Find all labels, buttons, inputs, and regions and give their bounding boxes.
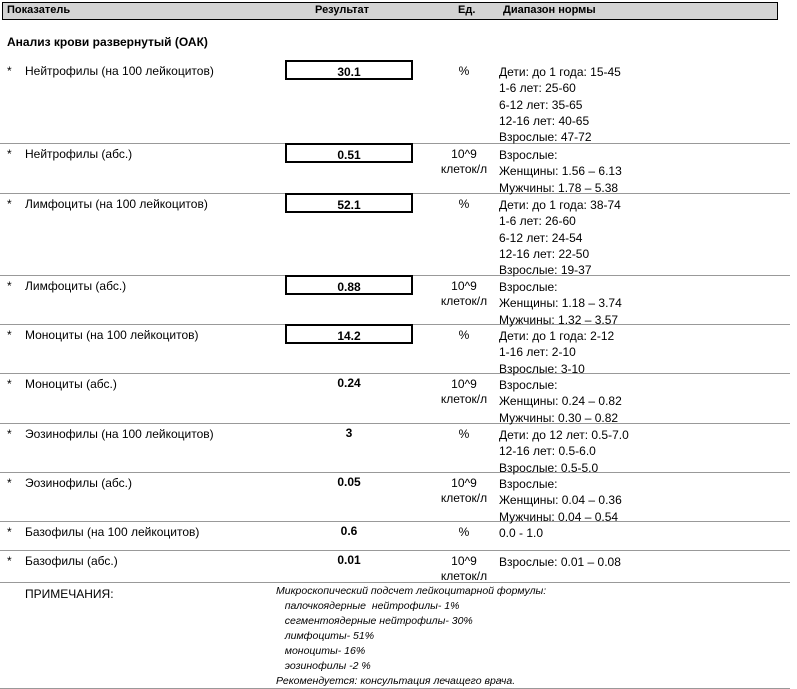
table-row <box>0 423 790 473</box>
notes-block <box>276 584 546 689</box>
range-line: 6-12 лет: 24-54 <box>499 230 583 245</box>
result-value: 0.05 <box>337 475 361 489</box>
unit-label: % <box>458 525 470 539</box>
result-value: 0.51 <box>285 143 413 163</box>
indicator-name: Базофилы (абс.) <box>25 554 118 568</box>
required-marker: * <box>7 197 12 211</box>
reference-range <box>499 476 622 525</box>
table-row <box>0 373 790 424</box>
result-value: 0.88 <box>285 275 413 295</box>
range-line: Женщины: 1.56 – 6.13 <box>499 164 622 179</box>
range-line: 1-6 лет: 25-60 <box>499 81 576 96</box>
range-line: Взрослые: 47-72 <box>499 130 592 145</box>
unit-label: 10^9 клеток/л <box>440 147 488 176</box>
indicator-name: Нейтрофилы (на 100 лейкоцитов) <box>25 64 214 78</box>
range-line: Дети: до 12 лет: 0.5-7.0 <box>499 428 629 442</box>
range-line: Взрослые: <box>499 148 558 162</box>
unit-label: % <box>458 64 470 78</box>
range-line: Взрослые: 19-37 <box>499 263 592 278</box>
reference-range <box>499 279 622 328</box>
reference-range <box>499 147 622 196</box>
range-line: 6-12 лет: 35-65 <box>499 97 583 112</box>
range-line: 12-16 лет: 0.5-6.0 <box>499 444 596 459</box>
indicator-name: Базофилы (на 100 лейкоцитов) <box>25 525 200 539</box>
reference-range <box>499 525 543 541</box>
required-marker: * <box>7 328 12 342</box>
result-value: 30.1 <box>285 60 413 80</box>
indicator-name: Моноциты (на 100 лейкоцитов) <box>25 328 199 342</box>
section-title: Анализ крови развернутый (ОАК) <box>7 35 208 49</box>
note-line: Рекомендуется: консультация лечащего врача. <box>276 675 516 687</box>
indicator-name: Эозинофилы (на 100 лейкоцитов) <box>25 427 214 441</box>
result-value: 0.01 <box>337 553 361 567</box>
required-marker: * <box>7 279 12 293</box>
unit-label: % <box>458 427 470 441</box>
table-row <box>0 193 790 276</box>
range-line: Взрослые: <box>499 477 558 491</box>
note-line: эозинофилы -2 % <box>276 660 371 672</box>
range-line: 12-16 лет: 22-50 <box>499 246 590 261</box>
range-line: Взрослые: 3-10 <box>499 361 585 376</box>
reference-range <box>499 64 621 145</box>
note-line: Микроскопический подсчет лейкоцитарной формулы: <box>276 585 547 597</box>
range-line: Мужчины: 1.32 – 3.57 <box>499 312 619 327</box>
range-line: Дети: до 1 года: 15-45 <box>499 65 621 79</box>
range-line: 12-16 лет: 40-65 <box>499 113 590 128</box>
range-line: Женщины: 0.04 – 0.36 <box>499 493 622 508</box>
required-marker: * <box>7 64 12 78</box>
table-row <box>0 324 790 374</box>
unit-label: 10^9 клеток/л <box>440 476 488 505</box>
range-line: 0.0 - 1.0 <box>499 526 544 540</box>
indicator-name: Моноциты (абс.) <box>25 377 117 391</box>
result-value: 0.24 <box>337 376 361 390</box>
range-line: Мужчины: 0.04 – 0.54 <box>499 509 619 524</box>
result-value: 0.6 <box>340 524 358 538</box>
range-line: Взрослые: 0.01 – 0.08 <box>499 555 621 569</box>
required-marker: * <box>7 427 12 441</box>
table-row <box>0 472 790 522</box>
header-indicator: Показатель <box>7 4 71 16</box>
indicator-name: Лимфоциты (на 100 лейкоцитов) <box>25 197 208 211</box>
indicator-name: Эозинофилы (абс.) <box>25 476 132 490</box>
result-value: 14.2 <box>285 324 413 344</box>
range-line: Женщины: 0.24 – 0.82 <box>499 394 622 409</box>
note-line: моноциты- 16% <box>276 645 366 657</box>
required-marker: * <box>7 476 12 490</box>
range-line: 1-6 лет: 26-60 <box>499 214 576 229</box>
range-line: Мужчины: 0.30 – 0.82 <box>499 410 619 425</box>
unit-label: 10^9 клеток/л <box>440 377 488 406</box>
range-line: Взрослые: <box>499 378 558 392</box>
reference-range <box>499 328 614 377</box>
range-line: Мужчины: 1.78 – 5.38 <box>499 180 619 195</box>
range-line: Дети: до 1 года: 2-12 <box>499 329 615 343</box>
indicator-name: Нейтрофилы (абс.) <box>25 147 133 161</box>
reference-range <box>499 197 621 278</box>
table-row <box>0 521 790 551</box>
reference-range <box>499 427 629 476</box>
header-range: Диапазон нормы <box>503 4 596 16</box>
note-line: лимфоциты- 51% <box>276 630 375 642</box>
unit-label: % <box>458 328 470 342</box>
table-row <box>0 275 790 325</box>
header-unit: Ед. <box>458 4 476 16</box>
unit-label: % <box>458 197 470 211</box>
indicator-name: Лимфоциты (абс.) <box>25 279 127 293</box>
note-line: сегментоядерные нейтрофилы- 30% <box>276 615 473 627</box>
table-row <box>0 143 790 194</box>
table-header <box>2 2 778 20</box>
notes-label: ПРИМЕЧАНИЯ: <box>25 587 114 601</box>
required-marker: * <box>7 377 12 391</box>
unit-label: 10^9 клеток/л <box>440 279 488 308</box>
table-row <box>0 550 790 583</box>
table-row <box>0 60 790 144</box>
required-marker: * <box>7 554 12 568</box>
range-line: Взрослые: 0.5-5.0 <box>499 460 599 475</box>
reference-range <box>499 377 622 426</box>
note-line: палочкоядерные нейтрофилы- 1% <box>276 600 460 612</box>
result-value: 3 <box>345 426 353 440</box>
required-marker: * <box>7 147 12 161</box>
range-line: Дети: до 1 года: 38-74 <box>499 198 621 212</box>
result-value: 52.1 <box>285 193 413 213</box>
unit-label: 10^9 клеток/л <box>440 554 488 583</box>
range-line: Взрослые: <box>499 280 558 294</box>
range-line: 1-16 лет: 2-10 <box>499 345 576 360</box>
header-result: Результат <box>315 4 370 16</box>
reference-range <box>499 554 621 570</box>
range-line: Женщины: 1.18 – 3.74 <box>499 296 622 311</box>
required-marker: * <box>7 525 12 539</box>
